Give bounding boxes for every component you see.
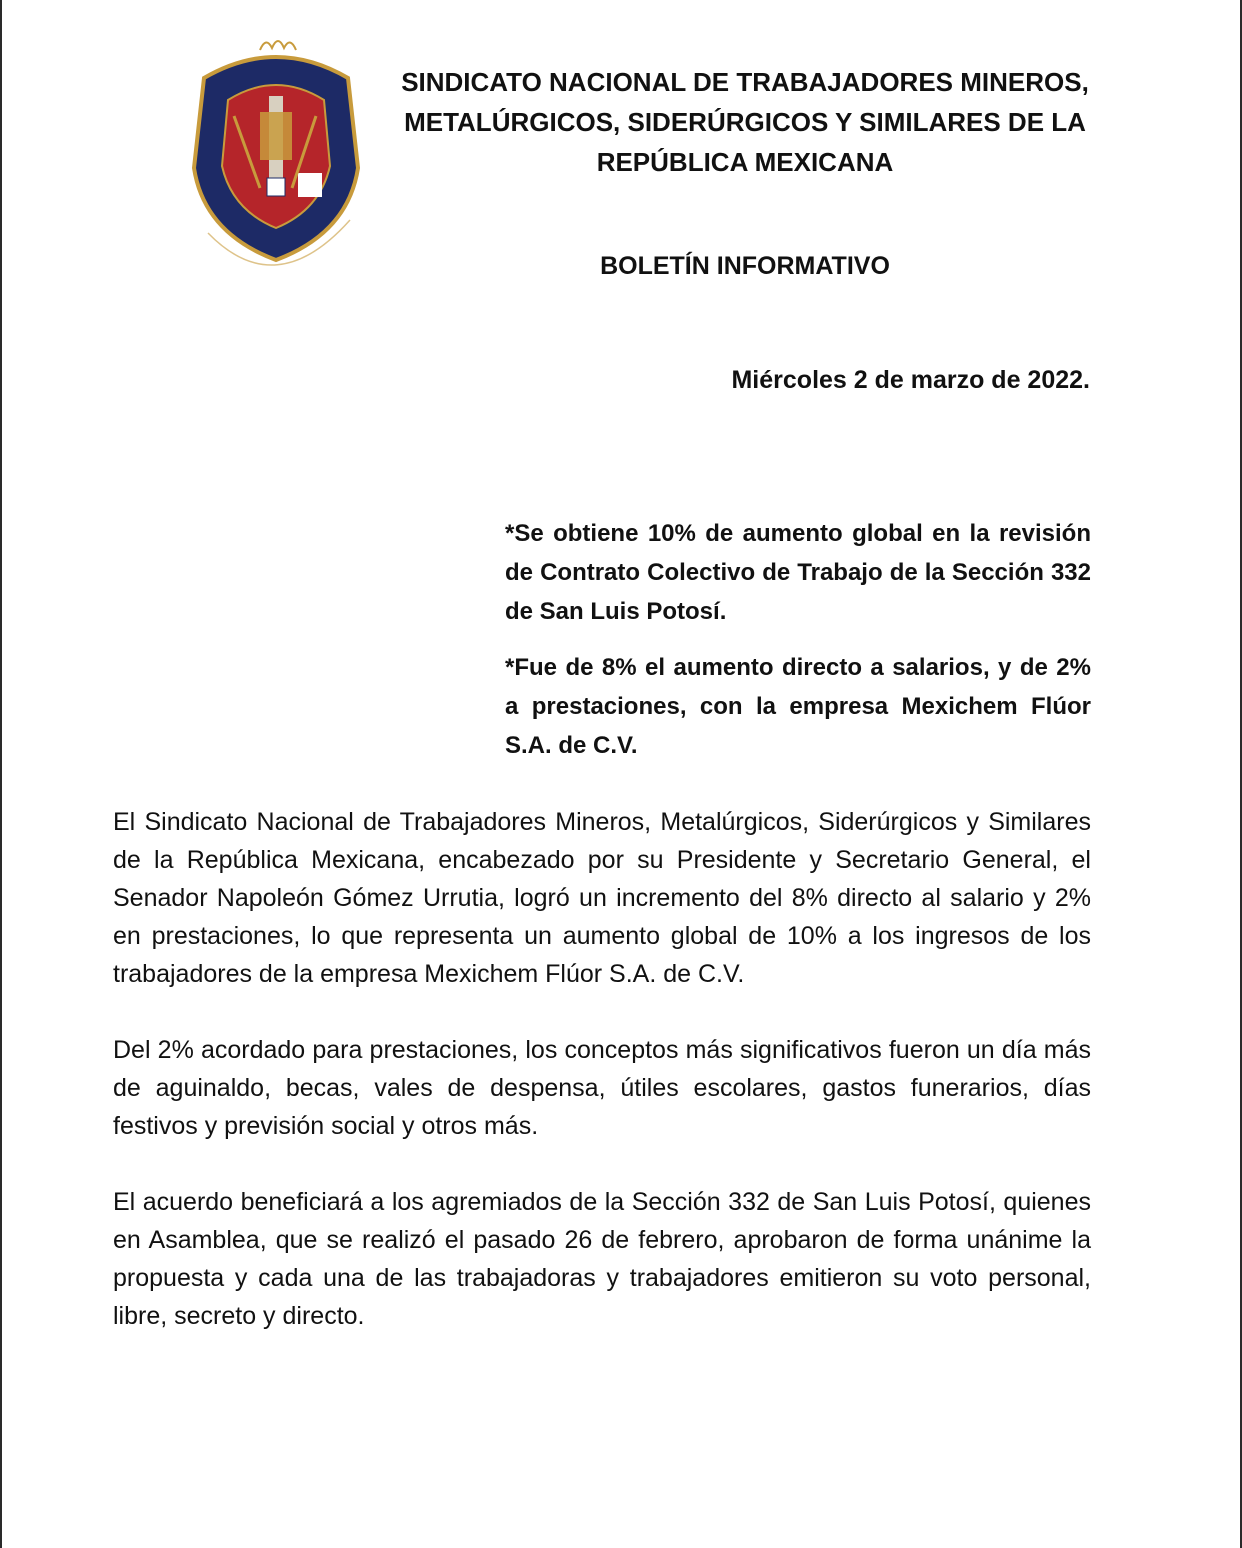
- highlight-item: *Se obtiene 10% de aumento global en la revisión de Contrato Colectivo de Trabajo de la Sección 332 de San Luis Potosí.: [505, 520, 1091, 625]
- organization-name-line: REPÚBLICA MEXICANA: [596, 147, 894, 177]
- highlights: [505, 514, 1091, 782]
- organization-name-line: METALÚRGICOS, SIDERÚRGICOS Y SIMILARES DE LA: [404, 107, 1086, 137]
- union-logo: [168, 28, 383, 293]
- bulletin-title: BOLETÍN INFORMATIVO: [600, 252, 890, 280]
- union-shield-emblem-icon: [168, 28, 383, 293]
- body-paragraph: El Sindicato Nacional de Trabajadores Mineros, Metalúrgicos, Siderúrgicos y Similares de la República Mexicana, encabezado por su Presidente y Secretario General, el Senador Napoleón Gómez Urrutia, logró un incremento del 8% directo al salario y 2% en prestaciones, lo que representa un aumento global de 10% a los ingresos de los trabajadores de la empresa Mexichem Flúor S.A. de C.V.: [113, 808, 1091, 988]
- body-paragraph: El acuerdo beneficiará a los agremiados de la Sección 332 de San Luis Potosí, quienes en Asamblea, que se realizó el pasado 26 de febrero, aprobaron de forma unánime la propuesta y cada una de las trabajadoras y trabajadores emitieron su voto personal, libre, secreto y directo.: [113, 1188, 1091, 1330]
- organization-name: [395, 62, 1095, 182]
- body-paragraph: Del 2% acordado para prestaciones, los conceptos más significativos fueron un día más de aguinaldo, becas, vales de despensa, útiles escolares, gastos funerarios, días festivos y previsión social y otros más.: [113, 1036, 1091, 1140]
- document-date: Miércoles 2 de marzo de 2022.: [731, 366, 1090, 394]
- organization-name-line: SINDICATO NACIONAL DE TRABAJADORES MINEROS,: [401, 67, 1089, 97]
- highlight-item: *Fue de 8% el aumento directo a salarios, y de 2% a prestaciones, con la empresa Mexichem Flúor S.A. de C.V.: [505, 654, 1091, 759]
- body-text: [113, 803, 1091, 1373]
